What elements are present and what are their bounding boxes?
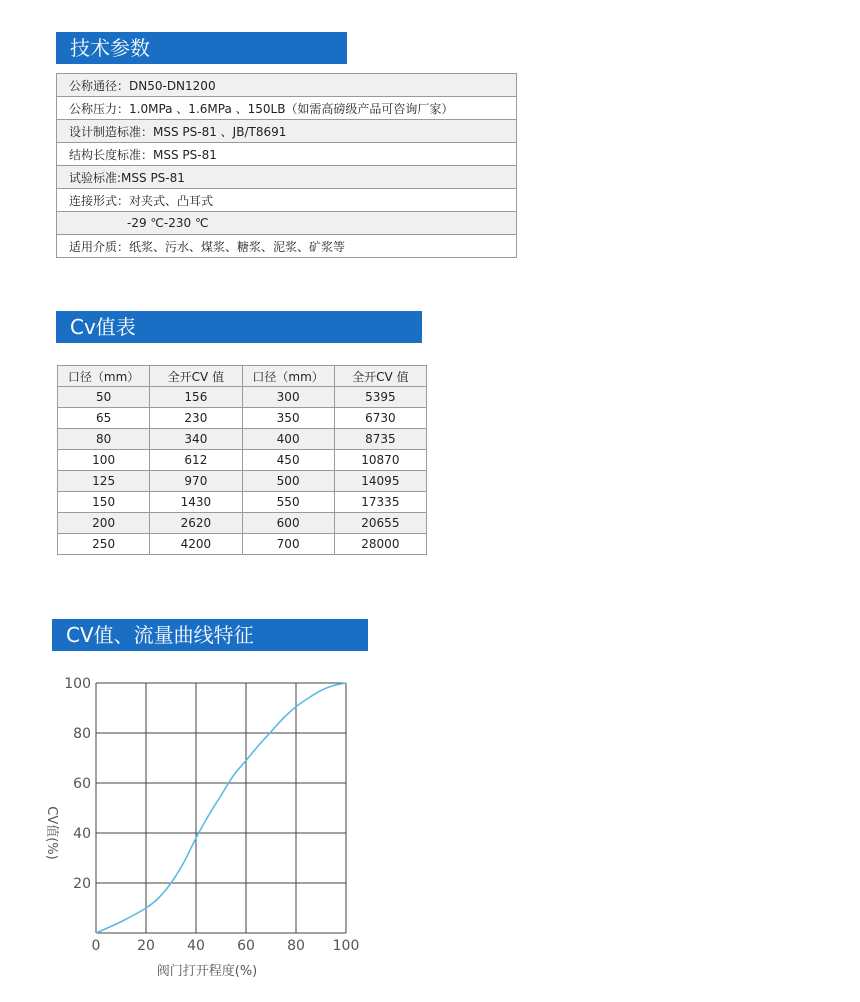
cv-cell: 80 xyxy=(58,429,150,450)
y-tick-label: 80 xyxy=(73,726,91,742)
params-row xyxy=(57,74,517,97)
cv-cell: 5395 xyxy=(334,387,426,408)
cv-cell: 350 xyxy=(242,408,334,429)
cv-table xyxy=(57,365,427,555)
x-axis-label: 阀门打开程度(%) xyxy=(156,964,258,978)
cv-cell: 8735 xyxy=(334,429,426,450)
params-cell: 设计制造标准：MSS PS-81 、JB/T8691 xyxy=(57,120,517,143)
params-row xyxy=(57,212,517,235)
cv-table-row xyxy=(58,408,427,429)
x-tick-label: 100 xyxy=(332,938,360,954)
cv-header-cell: 全开CV 值 xyxy=(150,366,242,387)
params-row xyxy=(57,120,517,143)
params-cell: 公称压力：1.0MPa 、1.6MPa 、150LB（如需高磅级产品可咨询厂家） xyxy=(57,97,517,120)
params-row xyxy=(57,143,517,166)
cv-cell: 2620 xyxy=(150,513,242,534)
curve-section-title: CV值、流量曲线特征 xyxy=(52,619,368,651)
params-cell: 试验标准:MSS PS-81 xyxy=(57,166,517,189)
cv-cell: 14095 xyxy=(334,471,426,492)
cv-header-row xyxy=(58,366,427,387)
y-tick-label: 100 xyxy=(64,676,91,692)
cv-cell: 970 xyxy=(150,471,242,492)
params-section-title: 技术参数 xyxy=(56,32,347,64)
cv-cell: 50 xyxy=(58,387,150,408)
cv-table-row xyxy=(58,471,427,492)
params-row xyxy=(57,166,517,189)
y-tick-label: 60 xyxy=(73,776,91,792)
cv-table-row xyxy=(58,429,427,450)
params-row xyxy=(57,97,517,120)
cv-cell: 612 xyxy=(150,450,242,471)
cv-cell: 300 xyxy=(242,387,334,408)
cv-cell: 10870 xyxy=(334,450,426,471)
params-table xyxy=(56,73,517,258)
cv-table-body xyxy=(58,387,427,555)
cv-cell: 550 xyxy=(242,492,334,513)
cv-cell: 340 xyxy=(150,429,242,450)
y-tick-label: 40 xyxy=(73,826,91,842)
x-tick-label: 60 xyxy=(237,938,255,954)
cv-table-row xyxy=(58,450,427,471)
params-row xyxy=(57,235,517,258)
params-row xyxy=(57,189,517,212)
cv-cell: 65 xyxy=(58,408,150,429)
cv-cell: 125 xyxy=(58,471,150,492)
cv-cell: 1430 xyxy=(150,492,242,513)
y-axis-label: CV值(%) xyxy=(44,806,59,860)
cv-cell: 156 xyxy=(150,387,242,408)
cv-section-title: Cv值表 xyxy=(56,311,422,343)
cv-cell: 400 xyxy=(242,429,334,450)
y-tick-label: 20 xyxy=(73,876,91,892)
params-cell: 连接形式：对夹式、凸耳式 xyxy=(57,189,517,212)
cv-cell: 200 xyxy=(58,513,150,534)
params-cell: 公称通径：DN50-DN1200 xyxy=(57,74,517,97)
cv-cell: 250 xyxy=(58,534,150,555)
x-tick-label: 20 xyxy=(137,938,155,954)
cv-table-row xyxy=(58,513,427,534)
cv-cell: 17335 xyxy=(334,492,426,513)
cv-curve-line xyxy=(96,683,346,933)
cv-table-row xyxy=(58,534,427,555)
cv-cell: 230 xyxy=(150,408,242,429)
x-tick-label: 40 xyxy=(187,938,205,954)
cv-cell: 20655 xyxy=(334,513,426,534)
cv-table-row xyxy=(58,387,427,408)
cv-cell: 6730 xyxy=(334,408,426,429)
cv-header-cell: 口径（mm） xyxy=(58,366,150,387)
cv-header-cell: 口径（mm） xyxy=(242,366,334,387)
cv-cell: 600 xyxy=(242,513,334,534)
cv-cell: 28000 xyxy=(334,534,426,555)
cv-cell: 150 xyxy=(58,492,150,513)
cv-cell: 500 xyxy=(242,471,334,492)
x-tick-label: 0 xyxy=(91,938,101,954)
cv-cell: 100 xyxy=(58,450,150,471)
cv-cell: 700 xyxy=(242,534,334,555)
params-cell: -29 ℃-230 ℃ xyxy=(57,212,517,235)
x-tick-label: 80 xyxy=(287,938,305,954)
cv-cell: 4200 xyxy=(150,534,242,555)
params-cell: 结构长度标准：MSS PS-81 xyxy=(57,143,517,166)
cv-cell: 450 xyxy=(242,450,334,471)
cv-table-row xyxy=(58,492,427,513)
params-cell: 适用介质：纸浆、污水、煤浆、糖浆、泥浆、矿浆等 xyxy=(57,235,517,258)
cv-flow-chart xyxy=(30,668,370,978)
cv-header-cell: 全开CV 值 xyxy=(334,366,426,387)
